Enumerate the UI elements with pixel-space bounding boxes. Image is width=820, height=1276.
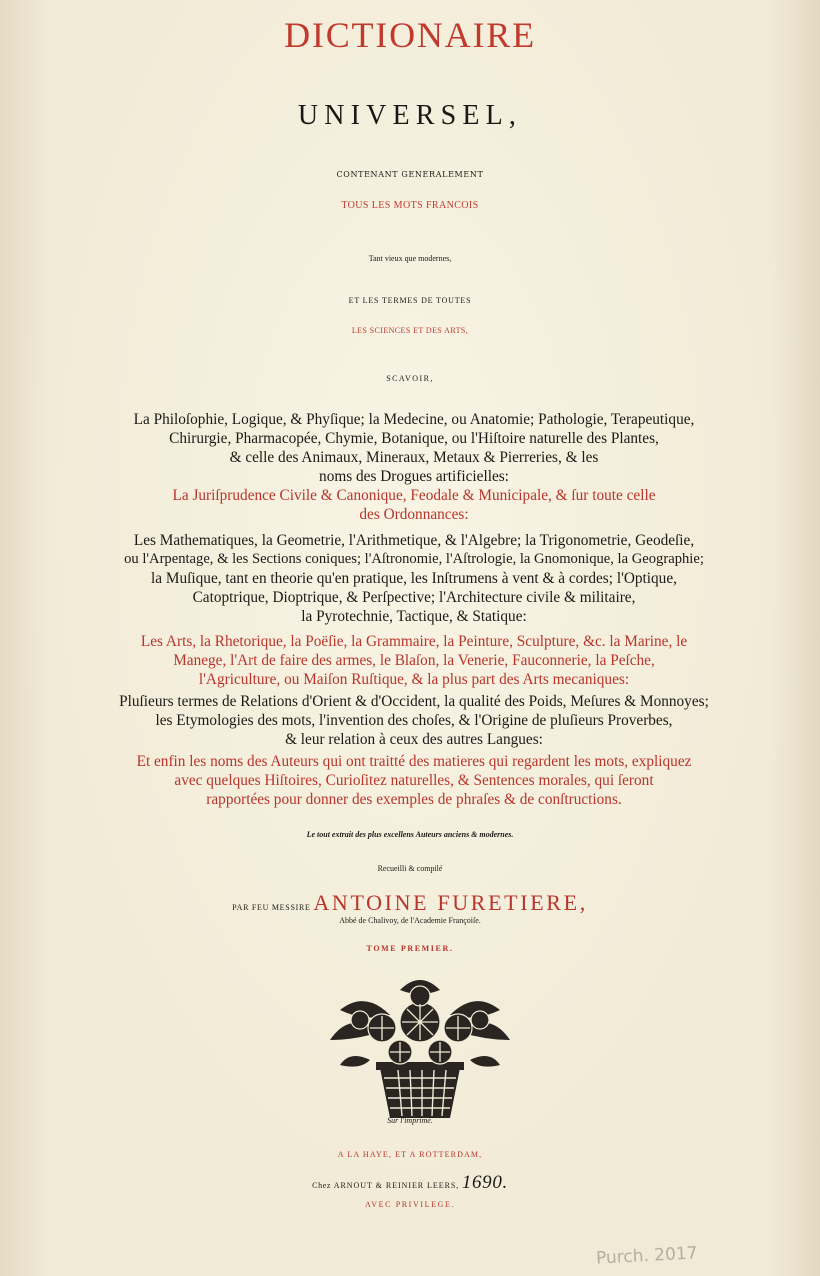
library-stamp: Purch. 2017: [595, 1243, 699, 1269]
publisher-prefix: Chez: [312, 1181, 332, 1190]
text-line: & celle des Animaux, Mineraux, Metaux & Pierreries, & les: [229, 449, 599, 466]
flower-basket-woodcut-icon: [310, 970, 530, 1130]
subtitle-sciences-arts: LES SCIENCES ET DES ARTS,: [351, 326, 469, 335]
paragraph-enfin: [64, 752, 764, 809]
recueilli-compile: Recueilli & compilé: [377, 864, 443, 873]
publisher-name: ARNOUT & REINIER LEERS,: [333, 1181, 460, 1190]
text-line: la Pyrotechnie, Tactique, & Statique:: [301, 608, 527, 625]
author-line: [0, 890, 820, 916]
text-line: Les Mathematiques, la Geometrie, l'Arithmetique, & l'Algebre; la Trigonometrie, Geodeſie,: [133, 532, 695, 549]
main-title: DICTIONAIRE: [284, 15, 536, 55]
text-line: la Muſique, tant en theorie qu'en pratique, les Inſtrumens à vent & à cordes; l'Optique,: [151, 570, 677, 587]
text-line: Manege, l'Art de faire des armes, le Blaſon, la Venerie, Fauconnerie, la Peſche,: [173, 652, 655, 669]
paragraph-plusieurs: [64, 692, 764, 749]
text-line: avec quelques Hiſtoires, Curioſitez naturelles, & Sentences morales, qui ſeront: [174, 772, 654, 789]
paragraph-jurisprudence: [64, 486, 764, 524]
text-line: des Ordonnances:: [359, 506, 469, 523]
text-line: noms des Drogues artificielles:: [319, 468, 509, 485]
text-line: Catoptrique, Dioptrique, & Perſpective; l'Architecture civile & militaire,: [192, 589, 636, 606]
emblem-motto: Sur l'imprimé.: [387, 1116, 433, 1125]
imprint-place: A LA HAYE, ET A ROTTERDAM,: [337, 1150, 483, 1159]
text-line: ou l'Arpentage, & les Sections coniques; l'Aſtronomie, l'Aſtrologie, la Gnomonique, la Geographie;: [124, 551, 704, 567]
imprint-publisher: [0, 1172, 820, 1194]
publication-year: 1690.: [461, 1172, 508, 1193]
author-prefix: PAR FEU MESSIRE: [232, 903, 311, 912]
paragraph-philosophie: [64, 410, 764, 486]
tome-label: TOME PREMIER.: [366, 944, 454, 953]
text-line: les Etymologies des mots, l'invention des choſes, & l'Origine de pluſieurs Proverbes,: [155, 712, 673, 729]
privilege-line: AVEC PRIVILEGE.: [364, 1200, 456, 1209]
text-line: Pluſieurs termes de Relations d'Orient & d'Occident, la qualité des Poids, Meſures & Monnoyes;: [119, 693, 709, 710]
text-line: rapportées pour donner des exemples de phraſes & de conſtructions.: [206, 791, 622, 808]
text-line: & leur relation à ceux des autres Langues:: [285, 731, 543, 748]
subtitle-et-les-termes: ET LES TERMES DE TOUTES: [348, 296, 472, 305]
le-tout-extrait: Le tout extrait des plus excellens Auteurs anciens & modernes.: [306, 830, 514, 839]
text-line: Chirurgie, Pharmacopée, Chymie, Botanique, ou l'Hiſtoire naturelle des Plantes,: [169, 430, 659, 447]
text-line: La Juriſprudence Civile & Canonique, Feodale & Municipale, & ſur toute celle: [172, 487, 656, 504]
author-title: Abbé de Chalivoy, de l'Academie Françoiſe.: [339, 916, 481, 925]
subtitle-tant-vieux: Tant vieux que modernes,: [368, 254, 452, 263]
text-line: Les Arts, la Rhetorique, la Poëſie, la Grammaire, la Peinture, Sculpture, &c. la Marine, le: [140, 633, 688, 650]
author-name: ANTOINE FURETIERE,: [313, 890, 588, 915]
paragraph-mathematiques: [64, 531, 764, 626]
heading-scavoir: SCAVOIR,: [386, 374, 434, 383]
subtitle-tous-les-mots: TOUS LES MOTS FRANCOIS: [341, 200, 479, 211]
subtitle-contenant: CONTENANT GENERALEMENT: [336, 170, 484, 179]
text-line: La Philoſophie, Logique, & Phyſique; la Medecine, ou Anatomie; Pathologie, Terapeutique,: [133, 411, 695, 428]
text-line: l'Agriculture, ou Maiſon Ruſtique, & la plus part des Arts mecaniques:: [198, 671, 630, 688]
paragraph-arts: [64, 632, 764, 689]
main-title-line2: UNIVERSEL,: [297, 100, 523, 131]
text-line: Et enfin les noms des Auteurs qui ont traitté des matieres qui regardent les mots, expliquez: [136, 753, 692, 770]
